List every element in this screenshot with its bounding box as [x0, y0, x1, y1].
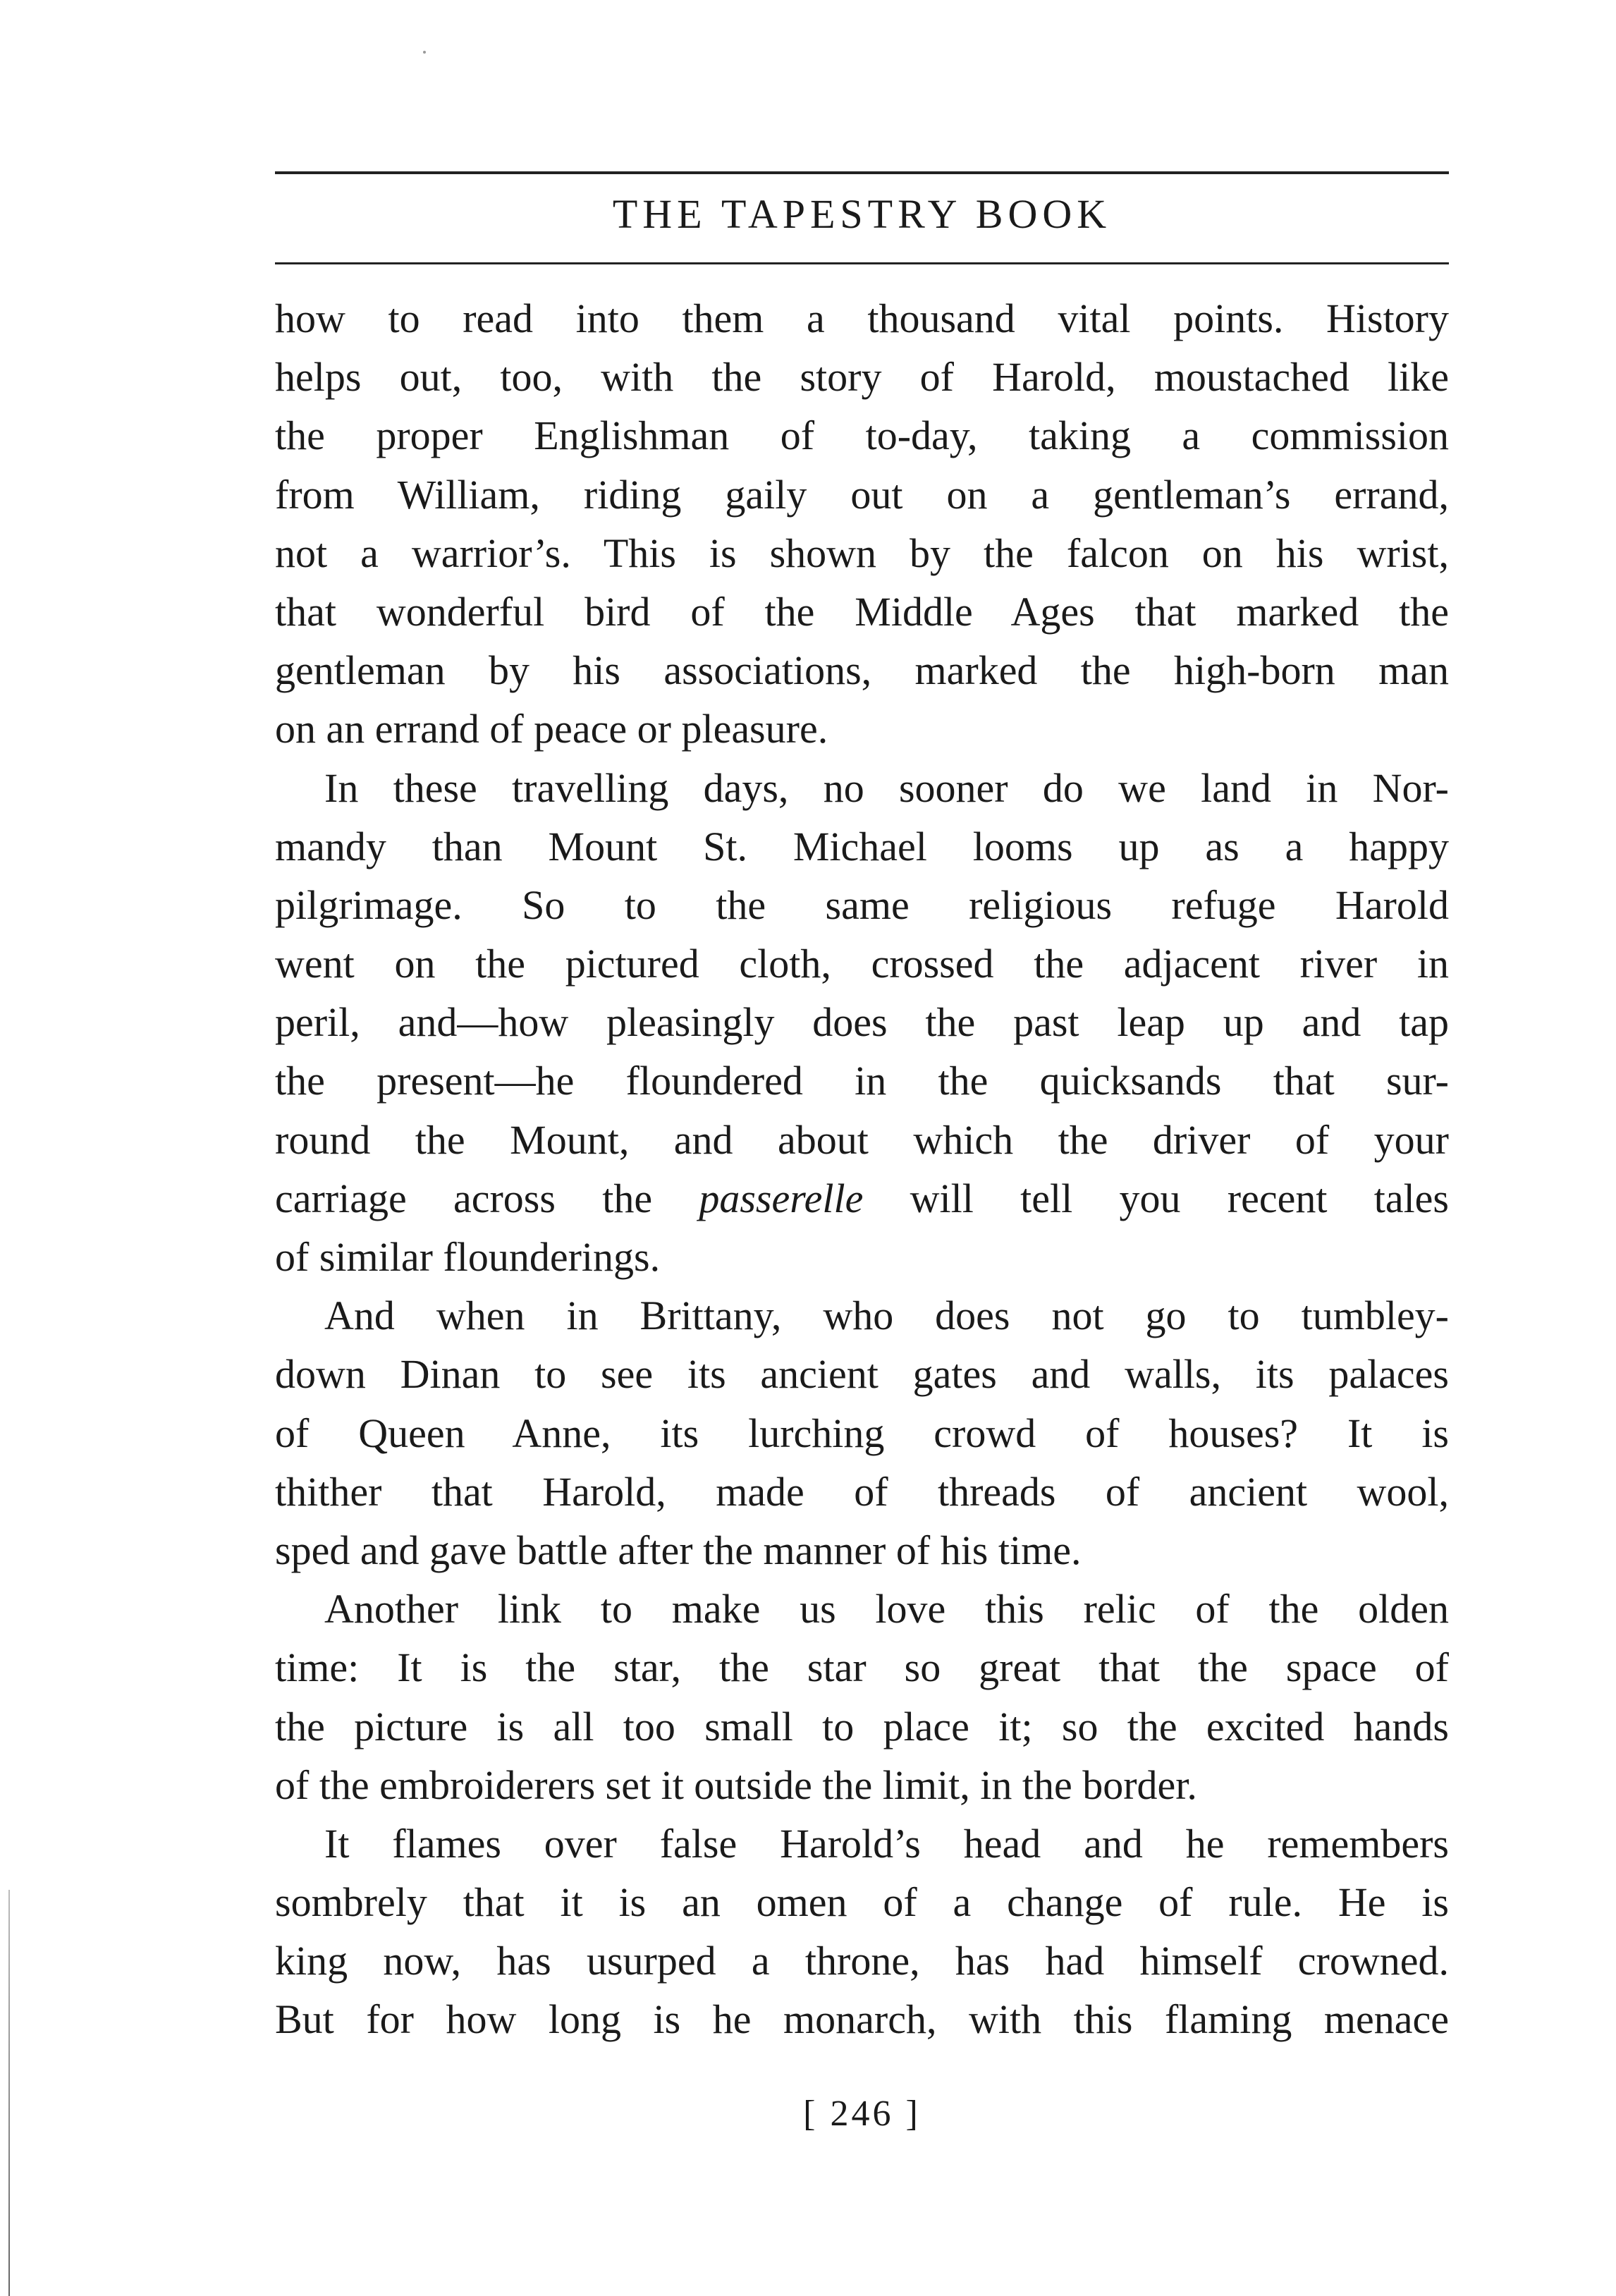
text-segment: time: It is the star, the star so great that the space of [275, 1644, 1449, 1691]
text-line [275, 759, 1449, 817]
text-line [275, 1404, 1449, 1463]
text-segment: pilgrimage. So to the same religious refuge Harold [275, 881, 1449, 928]
text-segment: from William, riding gaily out on a gentleman’s errand, [275, 471, 1449, 518]
text-segment: mandy than Mount St. Michael looms up as a happy [275, 823, 1449, 869]
header-rule-bottom [275, 262, 1449, 264]
text-segment: Another link to make us love this relic of the olden [324, 1586, 1449, 1632]
text-line [275, 524, 1449, 582]
text-line [275, 1463, 1449, 1521]
text-segment: But for how long is he monarch, with this flaming menace [275, 1996, 1449, 2043]
text-line [275, 1169, 1449, 1228]
text-line [275, 641, 1449, 700]
text-segment: the picture is all too small to place it; so the excited hands [275, 1703, 1449, 1750]
text-segment: peril, and—how pleasingly does the past leap up and tap [275, 999, 1449, 1046]
text-segment: And when in Brittany, who does not go to tumbley- [324, 1293, 1449, 1339]
scan-edge-artifact [8, 1890, 10, 2296]
page-number: [ 246 ] [803, 2094, 921, 2134]
text-segment: of Queen Anne, its lurching crowd of houses? It is [275, 1410, 1449, 1456]
text-line [275, 348, 1449, 406]
text-segment: round the Mount, and about which the driver of your [275, 1116, 1449, 1163]
text-line [275, 582, 1449, 641]
text-segment: will tell you recent tales [863, 1175, 1449, 1221]
text-segment: the proper Englishman of to-day, taking a commission [275, 413, 1449, 459]
text-segment: thither that Harold, made of threads of ancient wool, [275, 1468, 1449, 1515]
text-segment: of the embroiderers set it outside the limit, in the border. [275, 1761, 1197, 1808]
text-line [275, 1286, 1449, 1345]
text-segment: not a warrior’s. This is shown by the falcon on his wrist, [275, 530, 1449, 576]
text-line [275, 1990, 1449, 2048]
paragraph [275, 1286, 1449, 1580]
text-line [275, 1814, 1449, 1873]
text-line [275, 1931, 1449, 1990]
text-segment: gentleman by his associations, marked the high-born man [275, 647, 1449, 694]
italic-term: passerelle [699, 1175, 864, 1221]
text-line [275, 289, 1449, 348]
text-segment: of similar flounderings. [275, 1234, 661, 1280]
text-line [275, 1873, 1449, 1931]
text-segment: king now, has usurped a throne, has had himself crowned. [275, 1938, 1449, 1984]
text-line [275, 1697, 1449, 1756]
text-segment: down Dinan to see its ancient gates and walls, its palaces [275, 1351, 1449, 1398]
text-segment: that wonderful bird of the Middle Ages that marked the [275, 588, 1449, 635]
paragraph [275, 1580, 1449, 1814]
text-line [275, 700, 1449, 758]
text-line [275, 1228, 1449, 1286]
text-line [275, 1051, 1449, 1110]
text-segment: sped and gave battle after the manner of his time. [275, 1527, 1082, 1573]
text-line [275, 465, 1449, 524]
paragraph [275, 759, 1449, 1287]
text-line [275, 876, 1449, 934]
text-segment: In these travelling days, no sooner do we land in Nor- [324, 764, 1449, 811]
text-line [275, 1111, 1449, 1169]
paragraph [275, 289, 1449, 759]
text-line [275, 1580, 1449, 1638]
text-line [275, 934, 1449, 993]
header-rule-top [275, 171, 1449, 174]
text-segment: sombrely that it is an omen of a change of rule. He is [275, 1879, 1449, 1926]
text-line [275, 1638, 1449, 1697]
text-line [275, 1756, 1449, 1814]
text-segment: carriage across the [275, 1175, 699, 1221]
text-segment: helps out, too, with the story of Harold, moustached like [275, 354, 1449, 401]
paragraph [275, 1814, 1449, 2049]
text-segment: It flames over false Harold’s head and he remembers [324, 1820, 1449, 1867]
body-text [275, 289, 1449, 2049]
text-line [275, 993, 1449, 1051]
text-segment: the present—he floundered in the quicksands that sur- [275, 1058, 1449, 1104]
text-line [275, 817, 1449, 876]
text-line [275, 406, 1449, 465]
running-head: THE TAPESTRY BOOK [612, 191, 1112, 237]
text-line [275, 1345, 1449, 1403]
text-line [275, 1521, 1449, 1580]
text-segment: on an errand of peace or pleasure. [275, 706, 828, 752]
text-segment: went on the pictured cloth, crossed the adjacent river in [275, 941, 1449, 987]
scan-speck [423, 51, 426, 54]
text-segment: how to read into them a thousand vital points. History [275, 295, 1449, 341]
